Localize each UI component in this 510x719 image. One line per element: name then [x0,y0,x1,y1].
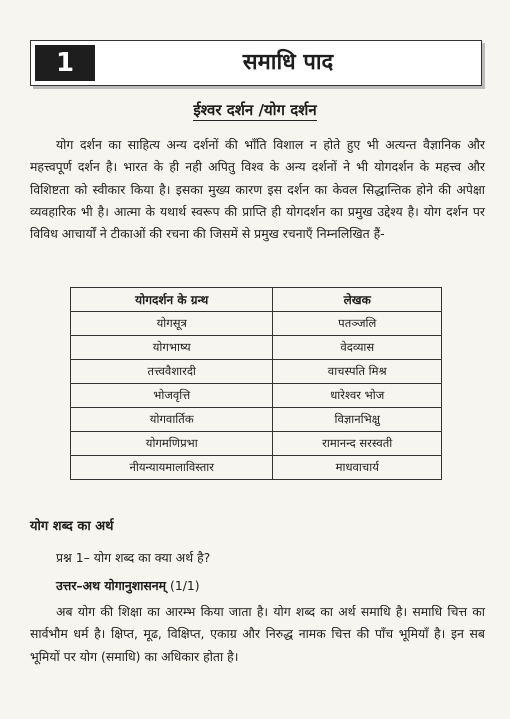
table-row [71,432,442,456]
header-texts: योगदर्शन के ग्रन्थ [71,288,273,312]
table-row [71,360,442,384]
chapter-header [30,40,482,86]
texts-table [70,287,442,480]
author-name: विज्ञानभिक्षु [273,408,442,432]
text-name: भोजवृत्ति [71,384,273,408]
answer-paragraph: अब योग की शिक्षा का आरम्भ किया जाता है। योग शब्द का अर्थ समाधि है। समाधि चित्त का सार्वभौम धर्म है। क्षिप्त, मूढ, विक्षिप्त, एकाग्र और निरुद्ध नामक चित्त की पाँच भूमियाँ है। इन सब भूमियों पर योग (समाधि) का अधिकार होता है। [30,604,485,664]
table-header-row [71,288,442,312]
answer [56,577,200,594]
text-name: तत्त्ववैशारदी [71,360,273,384]
author-name: रामानन्द सरस्वती [273,432,442,456]
intro-paragraph: योग दर्शन का साहित्य अन्य दर्शनों की भाँति विशाल न होते हुए भी अत्यन्त वैज्ञानिक और महत्त्वपूर्ण दर्शन है। भारत के ही नही अपितु विश्व के अन्य दर्शनों ने भी योगदर्शन के महत्त्व और विशिष्टता को स्वीकार किया है। इसका मुख्य कारण इस दर्शन का केवल सिद्धान्तिक होने की अपेक्षा व्यवहारिक भी है। आत्मा के यथार्थ स्वरूप की प्राप्ति ही योगदर्शन का प्रमुख उद्देश्य है। योग दर्शन पर विविध आचार्यों ने टीकाओं की रचना की जिसमें से प्रमुख रचनाएँ निम्नलिखित हैं- [30,137,485,242]
answer-label: उत्तर–अथ योगानुशासनम् [56,578,167,593]
section-heading [0,100,510,120]
table-row [71,456,442,480]
author-name: पतञ्जलि [273,312,442,336]
text-name: योगभाष्य [71,336,273,360]
text-name: योगसूत्र [71,312,273,336]
text-name: नीयन्यायमालाविस्तार [71,456,273,480]
text-name: योगमणिप्रभा [71,432,273,456]
table-row [71,312,442,336]
table-row [71,408,442,432]
author-name: वाचस्पति मिश्र [273,360,442,384]
author-name: वेदव्यास [273,336,442,360]
author-name: माधवाचार्य [273,456,442,480]
sub-heading: योग शब्द का अर्थ [30,519,114,534]
chapter-number: 1 [35,45,95,81]
chapter-title: समाधि पाद [242,50,334,75]
answer-ref: (1/1) [166,578,200,593]
text-name: योगवार्तिक [71,408,273,432]
question: प्रश्न 1– योग शब्द का क्या अर्थ है? [56,550,211,565]
table-row [71,384,442,408]
table-row [71,336,442,360]
author-name: धारेश्वर भोज [273,384,442,408]
section-heading-text: ईश्वर दर्शन /योग दर्शन [193,101,317,119]
header-author: लेखक [273,288,442,312]
